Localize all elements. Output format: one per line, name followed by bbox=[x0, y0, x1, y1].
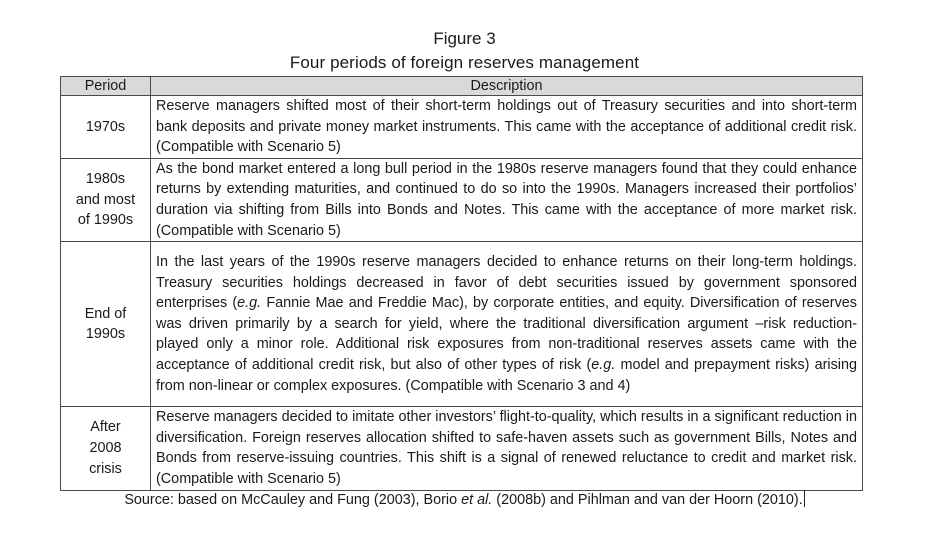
description-text bbox=[156, 159, 857, 241]
description-text bbox=[156, 407, 857, 489]
period-line: 2008 bbox=[89, 440, 122, 457]
period-column-header: Period bbox=[61, 77, 151, 96]
description-cell bbox=[151, 158, 863, 241]
source-segment-italic: et al. bbox=[461, 492, 493, 508]
description-segment: Reserve managers shifted most of their short-term holdings out of Treasury securities and into short-term bank deposits and private money market instruments. This came with the acceptance of additional credit risk. (Compatible with Scenario 5) bbox=[156, 98, 857, 156]
text-cursor bbox=[804, 490, 805, 507]
period-cell bbox=[61, 96, 151, 159]
description-segment: Reserve managers decided to imitate other investors’ flight-to-quality, which results in a significant reduction in diversification. Foreign reserves allocation shifted to safe-haven assets such as government Bills, Notes and Bonds from reserve-issuing countries. This shift is a signal of renewed reluctance to credit and market risk. (Compatible with Scenario 5) bbox=[156, 409, 857, 487]
description-cell bbox=[151, 96, 863, 159]
source-note bbox=[0, 490, 929, 510]
period-cell bbox=[61, 158, 151, 241]
period-line: After bbox=[90, 419, 121, 436]
description-segment: In the last years of the 1990s reserve managers decided to enhance returns on their long-term holdings. Treasury securities holdings decreased in favor of debt securities issued by government sponsored enterprises ( bbox=[156, 254, 857, 312]
table-header-row bbox=[61, 77, 863, 96]
source-segment: Source: based on McCauley and Fung (2003), Borio bbox=[124, 492, 462, 508]
source-segment: (2008b) and Pihlman and van der Hoorn (2010). bbox=[492, 492, 803, 508]
figure-title: Four periods of foreign reserves management bbox=[289, 53, 640, 72]
period-line: 1970s bbox=[85, 118, 126, 135]
period-line: of 1990s bbox=[77, 212, 134, 229]
table-row bbox=[61, 96, 863, 159]
period-cell bbox=[61, 407, 151, 490]
description-text bbox=[156, 96, 857, 158]
description-text bbox=[156, 252, 857, 396]
description-segment-italic: e.g. bbox=[591, 357, 616, 374]
reserves-periods-table bbox=[60, 76, 863, 491]
table-row bbox=[61, 242, 863, 407]
table-row bbox=[61, 407, 863, 490]
period-line: and most bbox=[75, 191, 136, 208]
table-row bbox=[61, 158, 863, 241]
period-cell bbox=[61, 242, 151, 407]
period-line: crisis bbox=[89, 460, 122, 477]
description-segment-italic: e.g. bbox=[237, 295, 262, 312]
description-cell bbox=[151, 242, 863, 407]
description-cell bbox=[151, 407, 863, 490]
period-line: 1990s bbox=[85, 326, 126, 343]
figure-number: Figure 3 bbox=[433, 29, 496, 48]
description-column-header: Description bbox=[151, 77, 863, 96]
description-segment: model and prepayment risks) arising from non-linear or complex exposures. (Compatible with Scenario 3 and 4) bbox=[156, 357, 857, 394]
period-line: End of bbox=[84, 305, 127, 322]
description-segment: Fannie Mae and Freddie Mac), by corporate entities, and equity. Diversification of reserves was driven primarily by a search for yield, where the traditional diversification argument –risk reduction- played only a minor role. Additional risk exposures from non-traditional reserves assets came with the acceptance of additional credit risk, but also of other types of risk ( bbox=[156, 295, 857, 374]
description-segment: As the bond market entered a long bull period in the 1980s reserve managers found that they could enhance returns by extending maturities, and continued to do so into the 1990s. Managers increased their portfolios’ duration via shifting from Bills into Bonds and Notes. This came with the acceptance of more market risk. (Compatible with Scenario 5) bbox=[156, 160, 857, 239]
period-line: 1980s bbox=[85, 171, 126, 188]
